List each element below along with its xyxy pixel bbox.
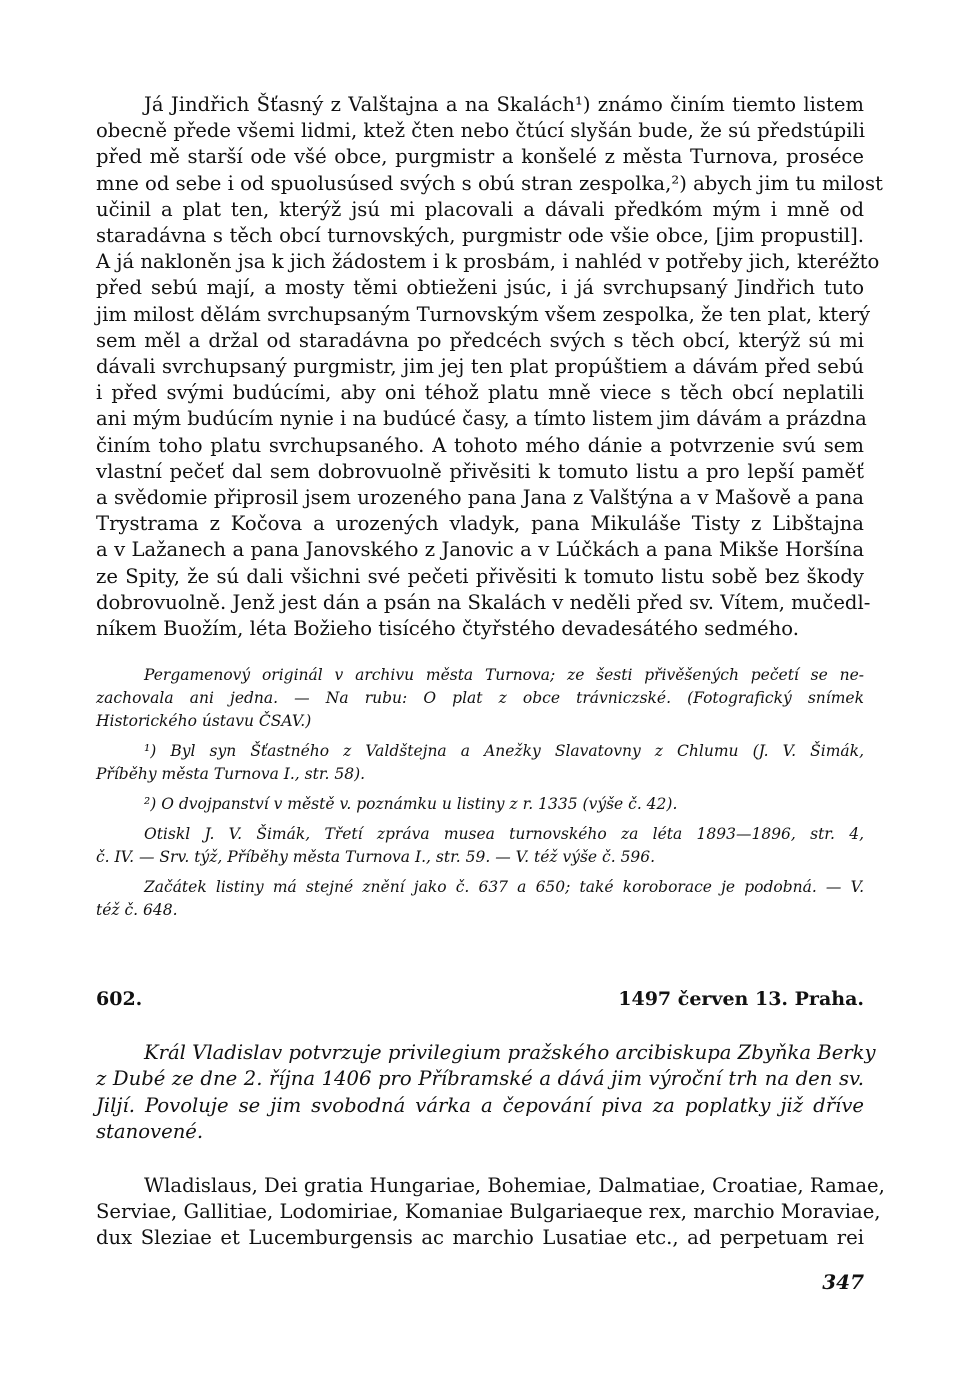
charter-heading (96, 986, 864, 1012)
page-number: 347 (822, 1270, 864, 1294)
note-line: ²) O dvojpanství v městě v. poznámku u listiny z r. 1335 (výše č. 42). (144, 795, 678, 814)
text-line: dávali svrchupsaný purgmistr, jim jej ten plat propúštiem a dávám před sebú (96, 355, 864, 379)
provenance-note (96, 664, 864, 733)
footnote-2 (96, 793, 864, 816)
text-line: i před svými budúcími, aby oni téhož platu mně viece s těch obcí neplatili (96, 381, 864, 405)
text-line: Já Jindřich Šťasný z Valštajna a na Skalách¹) známo činím tiemto listem (144, 93, 864, 116)
charter-number: 602. (96, 988, 143, 1011)
regest-line: Král Vladislav potvrzuje privilegium pražského arcibiskupa Zbyňka Berky (144, 1041, 876, 1065)
text-line: a v Lažanech a pana Janovského z Janovic a v Lúčkách a pana Mikše Horšína (96, 538, 864, 562)
editorial-notes (96, 664, 864, 922)
text-line: mne od sebe i od spuolusúsed svých s obú stran zespolka,²) abych jim tu milost (96, 171, 883, 195)
text-line: a svědomie připrosil jsem urozeného pana Jana z Valštýna a v Mašově a pana (96, 486, 864, 510)
main-paragraph (96, 92, 883, 642)
text-line: sem měl a držal od staradávna po předcéch svých s těch obcí, kterýž sú mi (96, 328, 864, 352)
note-line: ¹) Byl syn Šťastného z Valdštejna a Anežky Slavatovny z Chlumu (J. V. Šimák, (144, 742, 864, 761)
regest-line: stanovené. (96, 1119, 204, 1143)
charter-regest (96, 1040, 876, 1145)
text-line: A já nakloněn jsa k jich žádostem i k prosbám, i nahléd v potřeby jich, kteréžto (96, 250, 880, 274)
footnote-1 (96, 740, 864, 786)
text-line: obecně přede všemi lidmi, ktež čten nebo čtúcí slyšán bude, že sú předstúpili (96, 119, 866, 143)
note-line: Pergamenový originál v archivu města Turnova; ze šesti přivěšených pečetí se ne- (144, 666, 864, 685)
regest-line: Jiljí. Povoluje se jim svobodná várka a čepování piva za poplatky již dříve (96, 1093, 864, 1117)
charter-latin-text (96, 1173, 885, 1252)
text-line: učinil a plat ten, kterýž jsú mi placovali a dávali předkóm mým i mně od (96, 197, 864, 221)
note-line: Otiskl J. V. Šimák, Třetí zpráva musea turnovského za léta 1893—1896, str. 4, (144, 825, 864, 844)
latin-line: Serviae, Gallitiae, Lodomiriae, Komaniae Bulgariaeque rex, marchio Moraviae, (96, 1200, 881, 1224)
note-line: Začátek listiny má stejné znění jako č. 637 a 650; také koroborace je podobná. — V. (144, 878, 864, 897)
text-line: činím toho platu svrchupsaného. A tohoto mého dánie a potvrzenie svú sem (96, 433, 864, 457)
text-line: ze Spity, že sú dali všichni své pečeti přivěsiti k tomuto listu sobě bez škody (96, 564, 864, 588)
text-line: ani mým budúcím nynie i na budúcé časy, a tímto listem jim dávám a prázdna (96, 407, 867, 431)
text-line: před sebú mají, a mosty těmi obtieženi jsúc, i já svrchupsaný Jindřich tuto (96, 276, 864, 300)
latin-line: Wladislaus, Dei gratia Hungariae, Bohemiae, Dalmatiae, Croatiae, Ramae, (144, 1174, 885, 1198)
text-line: staradávna s těch obcí turnovských, purgmistr ode všie obce, [jim propustil]. (96, 224, 864, 248)
text-line: před mě starší ode všé obce, purgmistr a konšelé z města Turnova, proséce (96, 145, 864, 169)
note-line: zachovala ani jedna. — Na rubu: O plat z obce trávniczské. (Fotografický snímek (96, 689, 864, 708)
note-line: Historického ústavu ČSAV.) (96, 712, 312, 731)
text-line: dobrovuolně. Jenž jest dán a psán na Skalách v neděli před sv. Vítem, mučedl- (96, 590, 871, 614)
text-line: vlastní pečeť dal sem dobrovuolně přivěsiti k tomuto listu a pro lepší paměť (96, 459, 864, 483)
text-line: Trystrama z Kočova a urozených vladyk, pana Mikuláše Tisty z Libštajna (96, 512, 864, 536)
note-line: též č. 648. (96, 901, 178, 920)
regest-line: z Dubé ze dne 2. října 1406 pro Příbramské a dává jim výroční trh na den sv. (96, 1067, 864, 1091)
note-line: č. IV. — Srv. týž, Příběhy města Turnova I., str. 59. — V. též výše č. 596. (96, 848, 656, 867)
comparison-note (96, 876, 864, 922)
latin-line: dux Sleziae et Lucemburgensis ac marchio Lusatiae etc., ad perpetuam rei (96, 1226, 864, 1250)
text-line: níkem Buožím, léta Božieho tisícého čtyřstého devadesátého sedmého. (96, 617, 799, 641)
text-line: jim milost dělám svrchupsaným Turnovským všem zespolka, že ten plat, který (96, 302, 871, 326)
charter-date-place: 1497 červen 13. Praha. (618, 988, 864, 1011)
note-line: Příběhy města Turnova I., str. 58). (96, 765, 366, 784)
edition-note (96, 823, 864, 869)
document-page (96, 92, 885, 1252)
